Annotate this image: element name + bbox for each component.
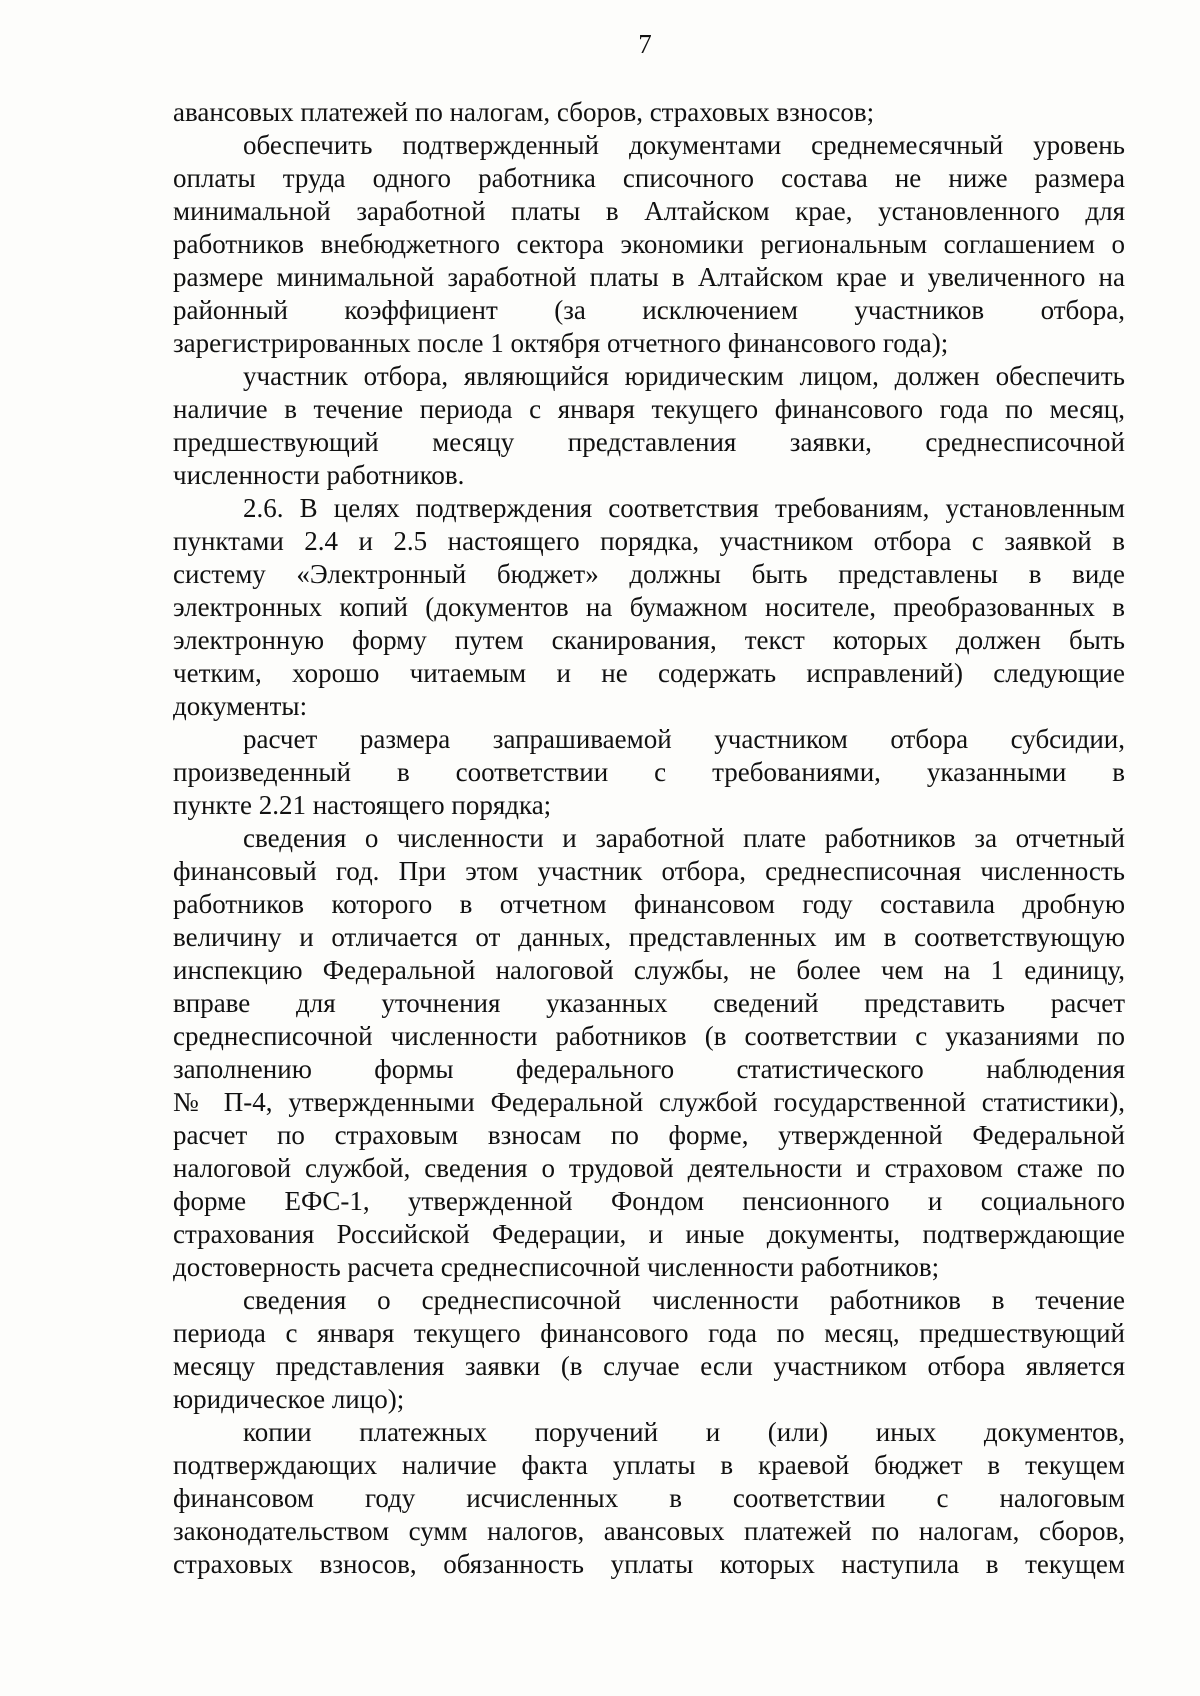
text-line: систему «Электронный бюджет» должны быть представлены в виде — [173, 559, 1125, 589]
paragraph-first-line: обеспечить подтвержденный документами среднемесячный уровень — [243, 130, 1125, 160]
paragraph-first-line: 2.6. В целях подтверждения соответствия требованиям, установленным — [243, 493, 1125, 523]
text-line: среднесписочной численности работников (в соответствии с указаниями по — [173, 1021, 1125, 1051]
text-line: авансовых платежей по налогам, сборов, страховых взносов; — [173, 97, 875, 127]
text-line: произведенный в соответствии с требованиями, указанными в — [173, 757, 1125, 787]
text-line: величину и отличается от данных, представленных им в соответствующую — [173, 922, 1125, 952]
paragraph-first-line: участник отбора, являющийся юридическим лицом, должен обеспечить — [243, 361, 1125, 391]
text-line: пункте 2.21 настоящего порядка; — [173, 790, 552, 820]
text-line: минимальной заработной платы в Алтайском крае, установленного для — [173, 196, 1125, 226]
body-text — [173, 96, 1125, 1581]
paragraph-first-line: расчет размера запрашиваемой участником отбора субсидии, — [243, 724, 1125, 754]
text-line: предшествующий месяцу представления заявки, среднесписочной — [173, 427, 1125, 457]
text-line: вправе для уточнения указанных сведений представить расчет — [173, 988, 1125, 1018]
text-line: оплаты труда одного работника списочного состава не ниже размера — [173, 163, 1125, 193]
text-line: документы: — [173, 691, 308, 721]
text-line: страховых взносов, обязанность уплаты которых наступила в текущем — [173, 1549, 1125, 1579]
paragraph-first-line: сведения о среднесписочной численности работников в течение — [243, 1285, 1125, 1315]
text-line: финансовом году исчисленных в соответствии с налоговым — [173, 1483, 1125, 1513]
text-line: зарегистрированных после 1 октября отчетного финансового года); — [173, 328, 949, 358]
text-line: размере минимальной заработной платы в Алтайском крае и увеличенного на — [173, 262, 1125, 292]
text-line: финансовый год. При этом участник отбора, среднесписочная численность — [173, 856, 1125, 886]
paragraph-first-line: сведения о численности и заработной плате работников за отчетный — [243, 823, 1125, 853]
text-line: электронных копий (документов на бумажном носителе, преобразованных в — [173, 592, 1125, 622]
text-line: работников которого в отчетном финансовом году составила дробную — [173, 889, 1125, 919]
text-line: периода с января текущего финансового года по месяц, предшествующий — [173, 1318, 1125, 1348]
text-line: расчет по страховым взносам по форме, утвержденной Федеральной — [173, 1120, 1125, 1150]
text-line: численности работников. — [173, 460, 465, 490]
text-line: электронную форму путем сканирования, текст которых должен быть — [173, 625, 1125, 655]
text-line: страхования Российской Федерации, и иные документы, подтверждающие — [173, 1219, 1125, 1249]
text-line: работников внебюджетного сектора экономики региональным соглашением о — [173, 229, 1125, 259]
text-line: форме ЕФС-1, утвержденной Фондом пенсионного и социального — [173, 1186, 1125, 1216]
text-line: районный коэффициент (за исключением участников отбора, — [173, 295, 1125, 325]
text-line: законодательством сумм налогов, авансовых платежей по налогам, сборов, — [173, 1516, 1125, 1546]
text-line: № П-4, утвержденными Федеральной службой государственной статистики), — [173, 1087, 1125, 1117]
text-line: юридическое лицо); — [173, 1384, 405, 1414]
text-line: инспекцию Федеральной налоговой службы, не более чем на 1 единицу, — [173, 955, 1125, 985]
text-line: налоговой службой, сведения о трудовой деятельности и страховом стаже по — [173, 1153, 1125, 1183]
page-number: 7 — [638, 29, 652, 59]
text-line: достоверность расчета среднесписочной численности работников; — [173, 1252, 940, 1282]
text-line: заполнению формы федерального статистического наблюдения — [173, 1054, 1125, 1084]
text-line: месяцу представления заявки (в случае если участником отбора является — [173, 1351, 1125, 1381]
text-line: четким, хорошо читаемым и не содержать исправлений) следующие — [173, 658, 1125, 688]
text-line: подтверждающих наличие факта уплаты в краевой бюджет в текущем — [173, 1450, 1125, 1480]
paragraph-first-line: копии платежных поручений и (или) иных документов, — [243, 1417, 1125, 1447]
text-line: пунктами 2.4 и 2.5 настоящего порядка, участником отбора с заявкой в — [173, 526, 1125, 556]
text-line: наличие в течение периода с января текущего финансового года по месяц, — [173, 394, 1125, 424]
